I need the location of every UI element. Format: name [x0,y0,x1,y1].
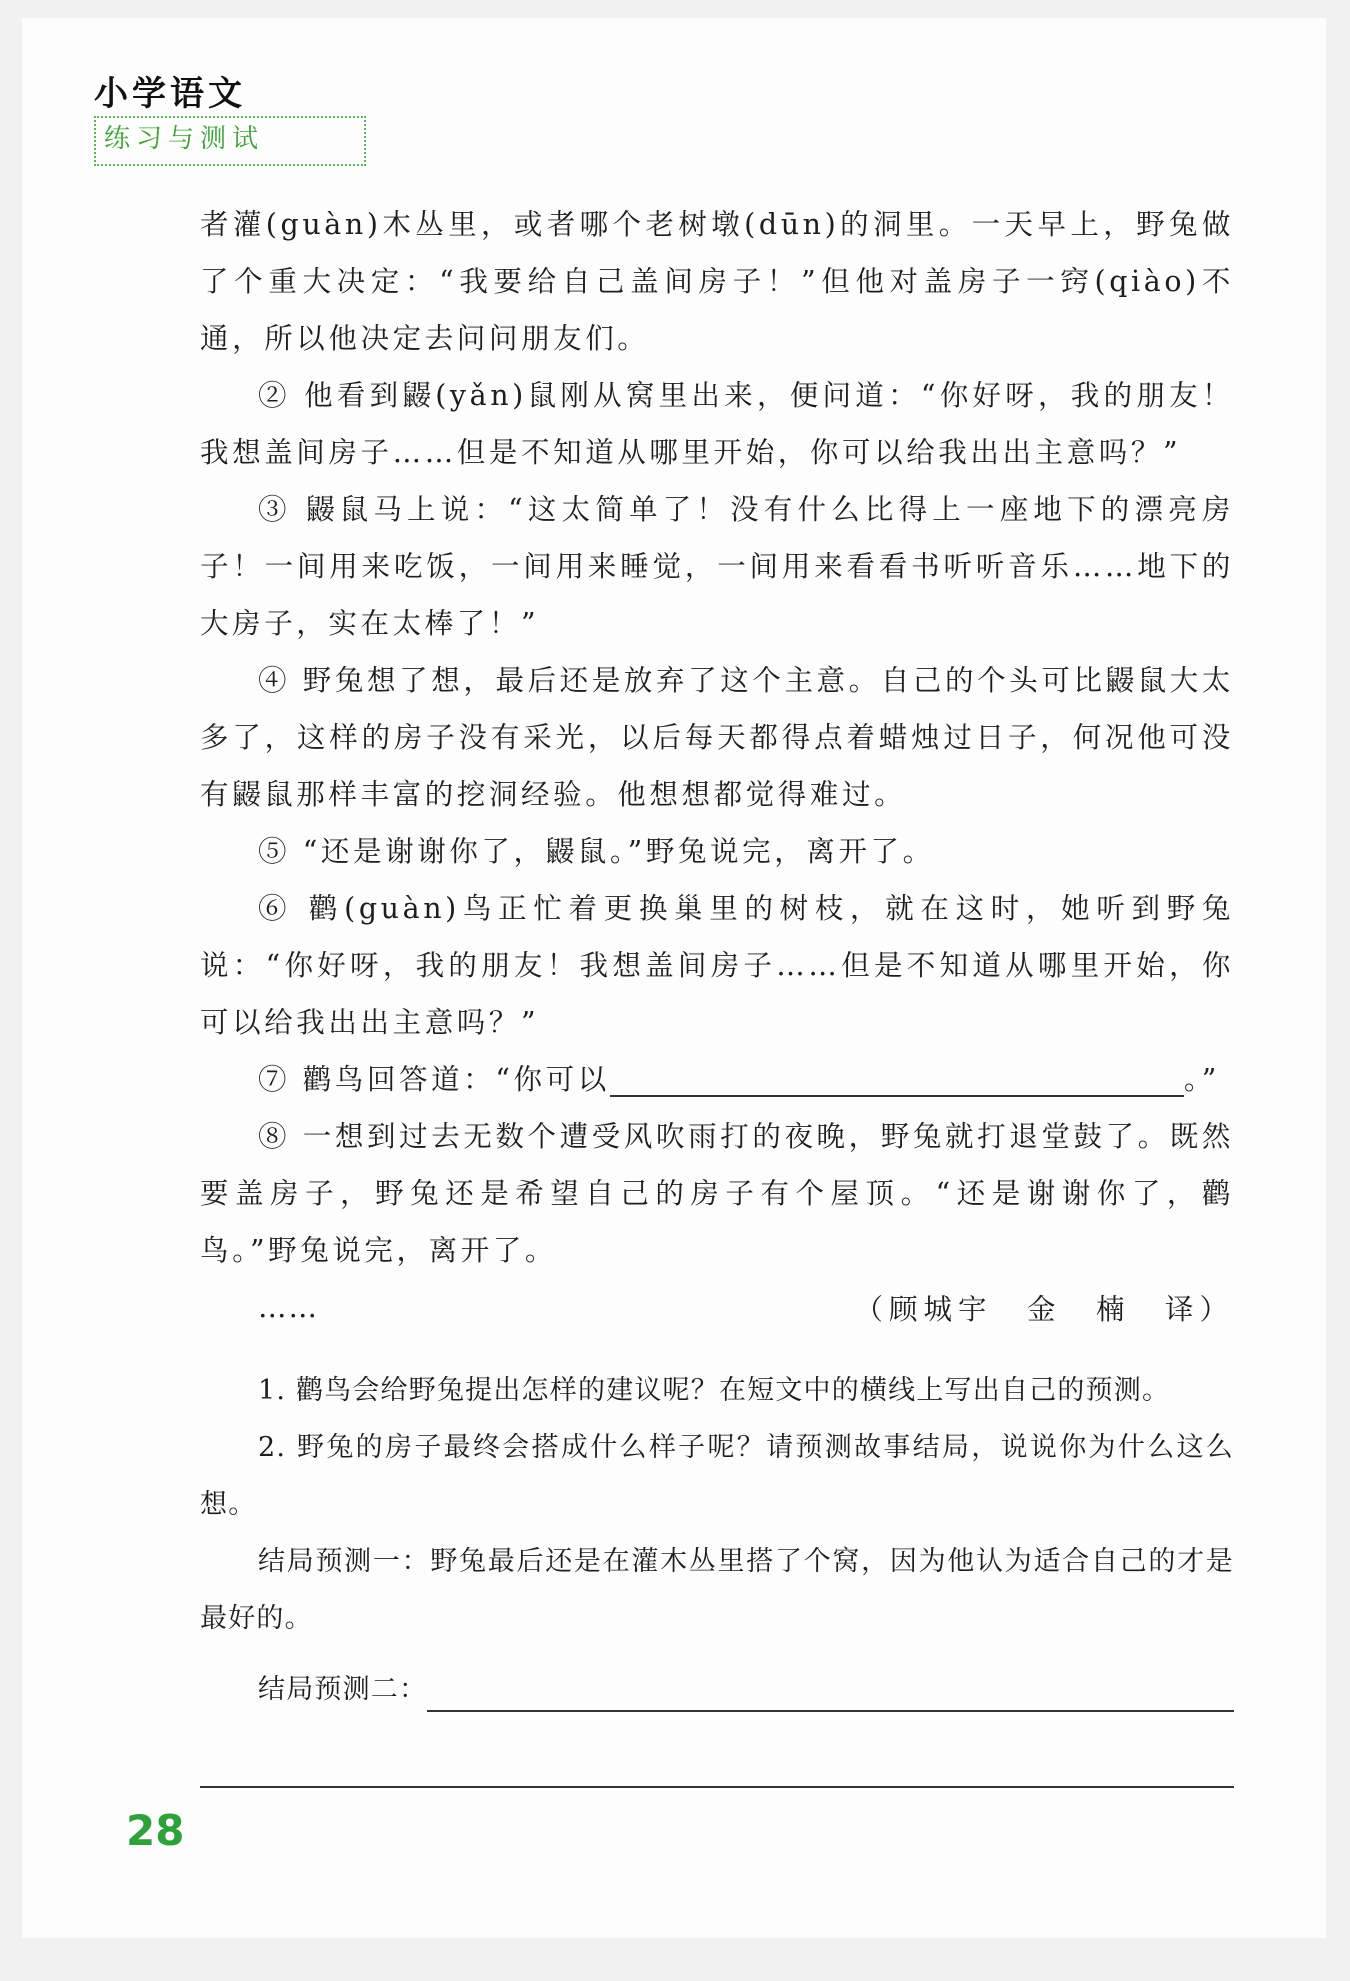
ending-prediction-1: 结局预测一：野兔最后还是在灌木丛里搭了个窝，因为他认为适合自己的才是最好的。 [200,1546,1234,1634]
paragraph-7-closing: 。” [1183,1063,1220,1096]
story-paragraph-5: ⑤ “还是谢谢你了，鼹鼠。”野兔说完，离开了。 [258,835,935,868]
translator-credit: （顾城宇 金 楠 译） [854,1293,1234,1326]
story-text [200,196,1234,1336]
story-paragraph-1: 者灌(guàn)木丛里，或者哪个老树墩(dūn)的洞里。一天早上，野兔做了个重大决定：“我要给自己盖间房子！”但他对盖房子一窍(qiào)不通，所以他决定去问问朋友们。 [200,208,1234,355]
story-paragraph-2: ② 他看到鼹(yǎn)鼠刚从窝里出来，便问道：“你好呀，我的朋友！我想盖间房子……但是不知道从哪里开始，你可以给我出出主意吗？” [200,379,1234,469]
question-2: 2. 野兔的房子最终会搭成什么样子呢？请预测故事结局，说说你为什么这么想。 [200,1432,1234,1520]
page-number: 28 [126,1806,185,1855]
story-paragraph-3: ③ 鼹鼠马上说：“这太简单了！没有什么比得上一座地下的漂亮房子！一间用来吃饭，一间用来睡觉，一间用来看看书听听音乐……地下的大房子，实在太棒了！” [200,493,1234,640]
prediction-blank-line[interactable] [610,1061,1184,1097]
story-paragraph-7 [200,1051,1234,1108]
answer-line-2[interactable] [200,1784,1234,1788]
story-paragraph-8: ⑧ 一想到过去无数个遭受风吹雨打的夜晚，野兔就打退堂鼓了。既然要盖房子，野兔还是希望自己的房子有个屋顶。“还是谢谢你了，鹳鸟。”野兔说完，离开了。 [200,1120,1234,1267]
questions-section [200,1362,1234,1788]
page-body [200,196,1234,1788]
series-subtitle: 练习与测试 [94,116,366,166]
paragraph-7-text: ⑦ 鹳鸟回答道：“你可以 [258,1063,610,1096]
answer-line[interactable] [427,1670,1234,1712]
workbook-page [22,18,1326,1938]
story-paragraph-4: ④ 野兔想了想，最后还是放弃了这个主意。自己的个头可比鼹鼠大太多了，这样的房子没有采光，以后每天都得点着蜡烛过日子，何况他可没有鼹鼠那样丰富的挖洞经验。他想想都觉得难过。 [200,664,1234,811]
story-footer [200,1279,1234,1336]
ending-prediction-2-label: 结局预测二： [258,1674,428,1705]
page-header [94,74,366,166]
series-title: 小学语文 [94,74,246,114]
ending-prediction-2 [200,1661,1234,1718]
story-paragraph-6: ⑥ 鹳(guàn)鸟正忙着更换巢里的树枝，就在这时，她听到野兔说：“你好呀，我的朋友！我想盖间房子……但是不知道从哪里开始，你可以给我出出主意吗？” [200,892,1234,1039]
question-1: 1. 鹳鸟会给野兔提出怎样的建议呢？在短文中的横线上写出自己的预测。 [258,1375,1171,1406]
story-ellipsis: …… [258,1291,319,1324]
